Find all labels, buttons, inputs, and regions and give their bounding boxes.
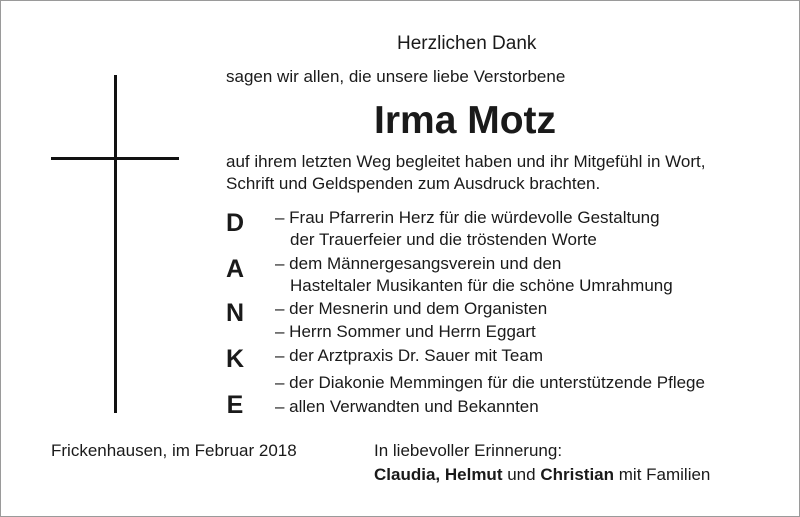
signer-1: Claudia, (374, 465, 441, 484)
thanks-item-7: – allen Verwandten und Bekannten (275, 397, 539, 416)
thanks-item-4: – Herrn Sommer und Herrn Eggart (275, 322, 536, 341)
danke-letter-k: K (225, 345, 245, 373)
thanks-item-2 (275, 253, 673, 297)
signer-2: Helmut (444, 465, 503, 484)
signer-3: Christian (540, 465, 615, 484)
cross-vertical-bar (114, 75, 117, 413)
thanks-item-1 (275, 207, 660, 251)
danke-letter-a: A (225, 255, 245, 283)
thanks-item-2-line-2: Hasteltaler Musikanten für die schöne Umrahmung (290, 276, 673, 295)
danke-letter-n: N (225, 299, 245, 327)
danke-letter-e: E (226, 391, 244, 419)
thanks-item-6: – der Diakonie Memmingen für die unterstützende Pflege (275, 373, 705, 392)
danke-letter-d: D (225, 209, 245, 237)
intro-text: sagen wir allen, die unsere liebe Verstorbene (226, 67, 566, 86)
closing-line: In liebevoller Erinnerung: (374, 441, 563, 460)
thanks-item-2-line-1: – dem Männergesangsverein und den (275, 254, 562, 273)
deceased-name: Irma Motz (374, 99, 557, 142)
thanks-item-3: – der Mesnerin und dem Organisten (275, 299, 548, 318)
signers-joiner: und (507, 465, 536, 484)
signers-suffix: mit Familien (618, 465, 711, 484)
cross-horizontal-bar (51, 157, 179, 160)
notice-header: Herzlichen Dank (397, 33, 537, 54)
body-text-line-2: Schrift und Geldspenden zum Ausdruck brachten. (226, 174, 601, 193)
signers-line (374, 464, 710, 486)
body-text-line-1: auf ihrem letzten Weg begleitet haben und ihr Mitgefühl in Wort, (226, 152, 706, 171)
thanks-item-5: – der Arztpraxis Dr. Sauer mit Team (275, 346, 544, 365)
thanks-item-1-line-2: der Trauerfeier und die tröstenden Worte (290, 230, 597, 249)
thanks-item-1-line-1: – Frau Pfarrerin Herz für die würdevolle Gestaltung (275, 208, 660, 227)
place-date: Frickenhausen, im Februar 2018 (51, 441, 297, 460)
